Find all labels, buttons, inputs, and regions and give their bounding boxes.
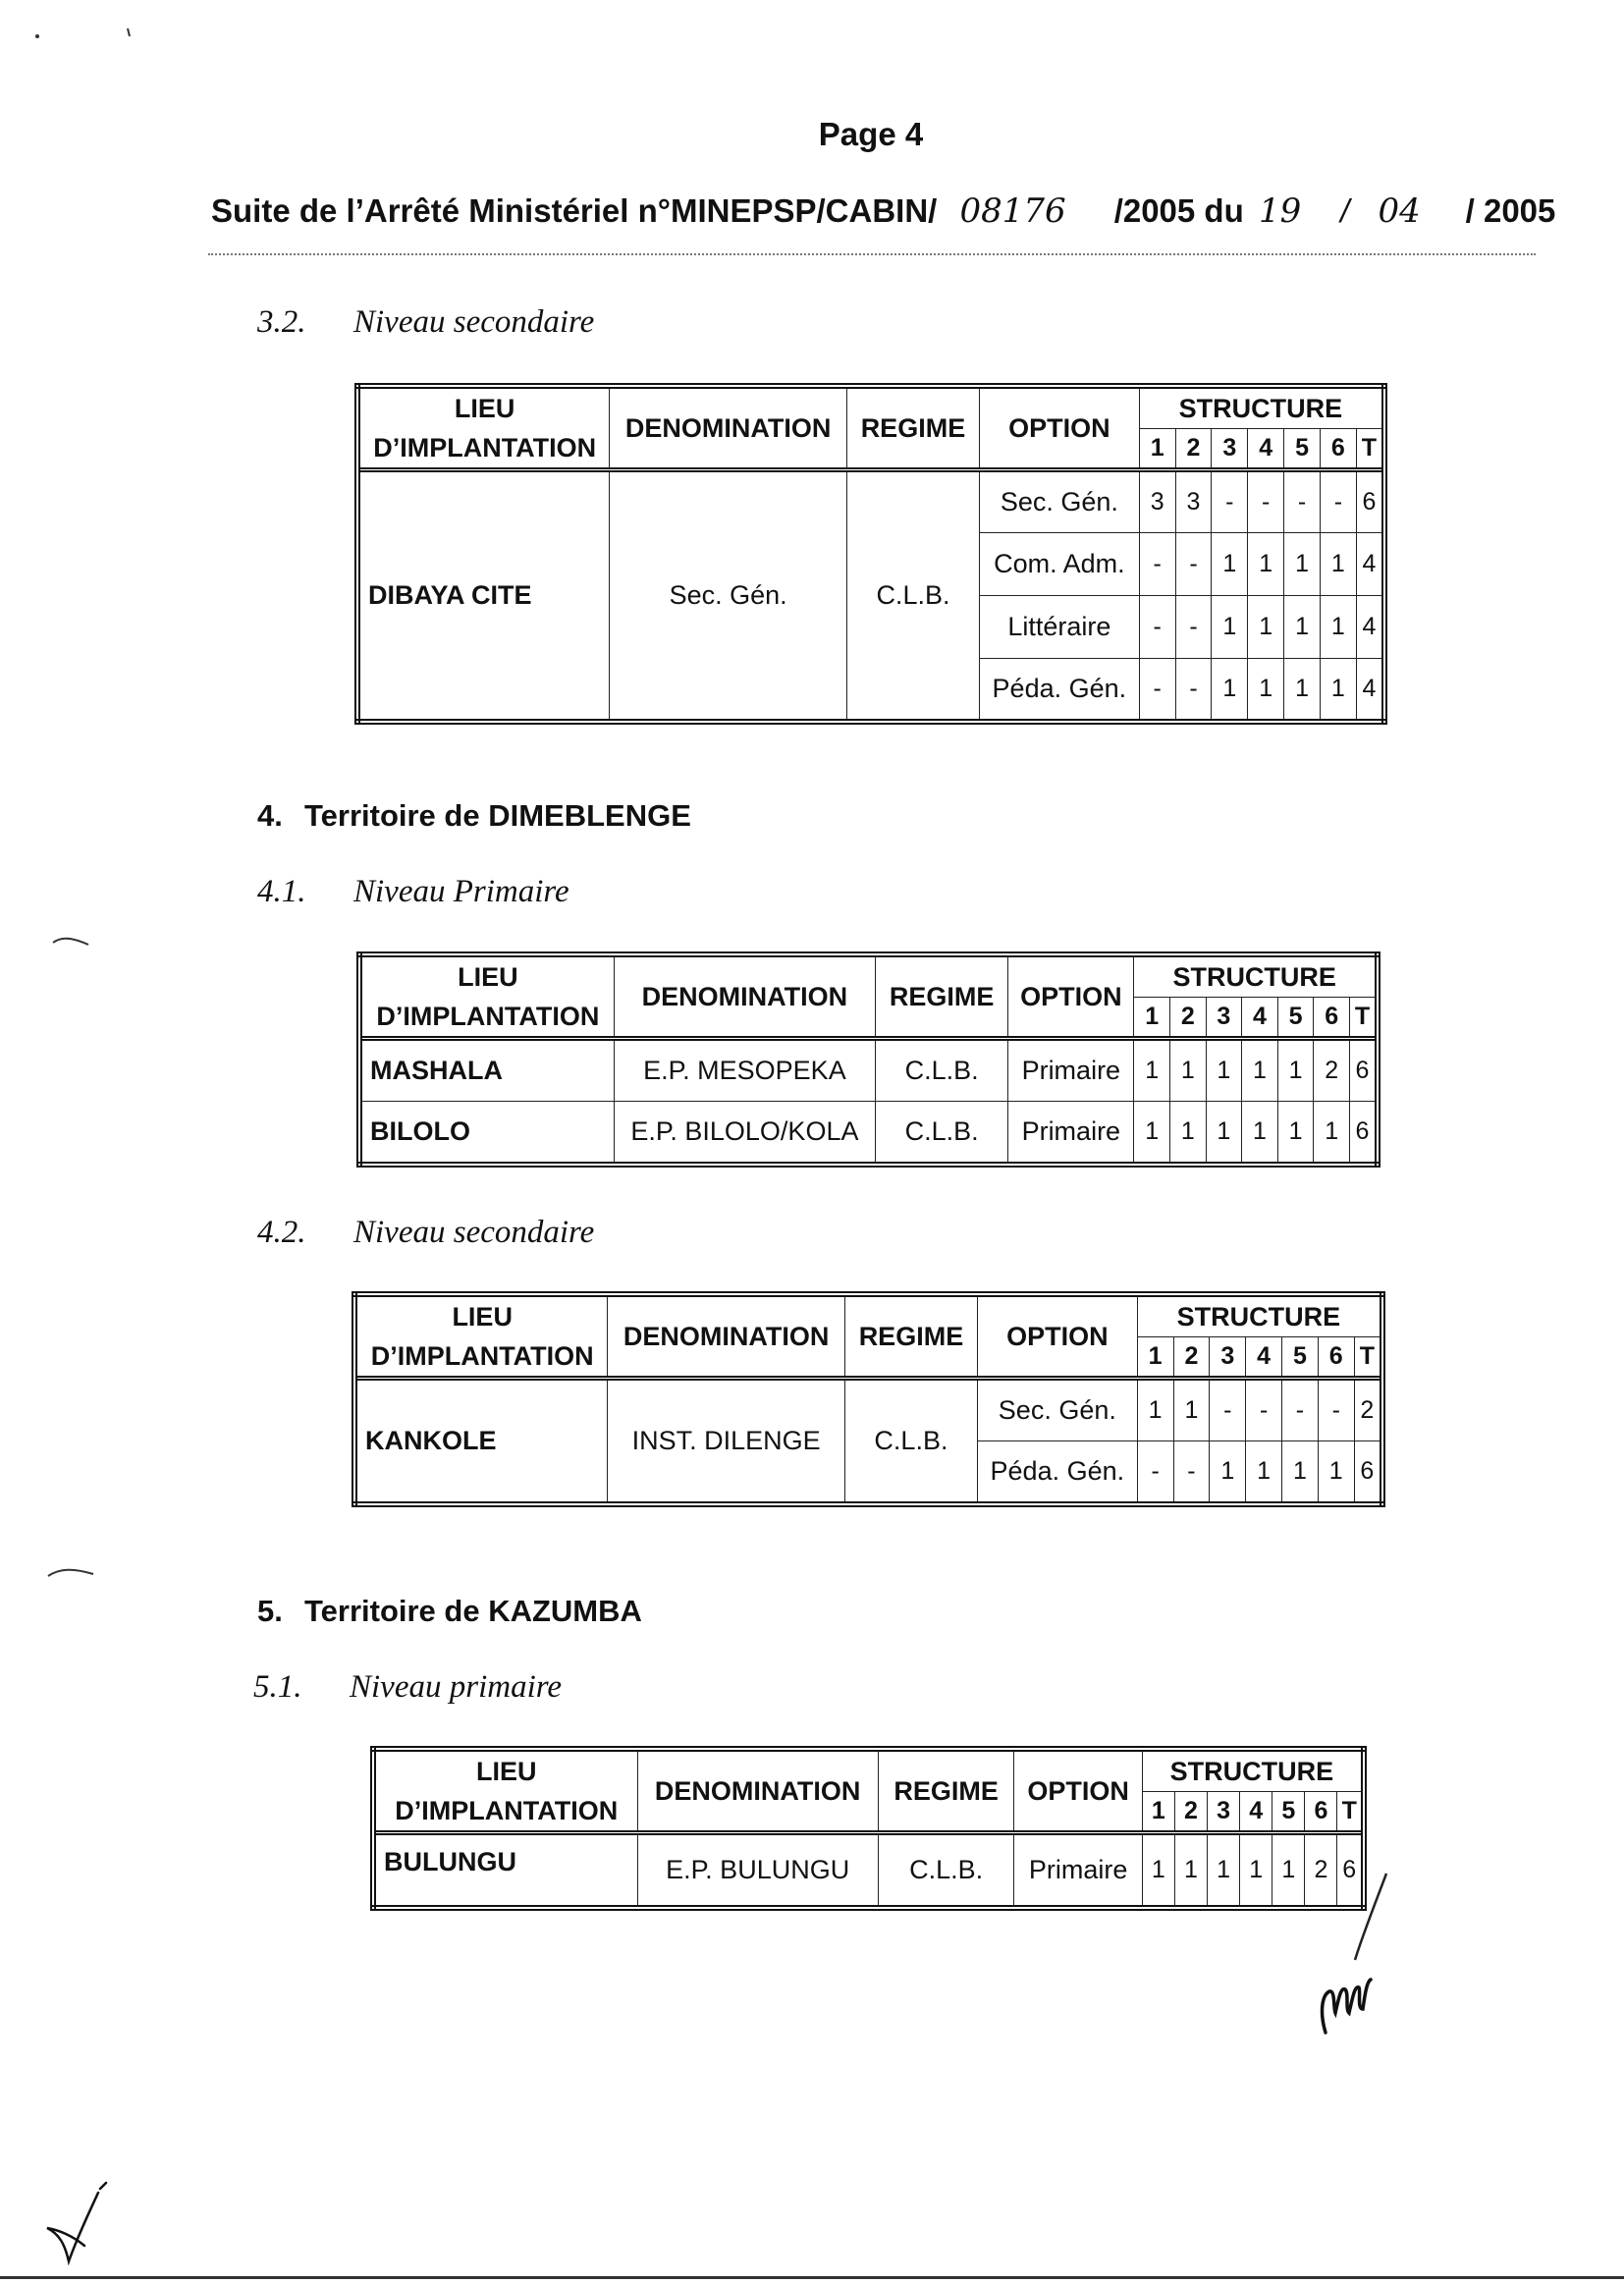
cell-total: 4 <box>1356 596 1384 659</box>
cell-total: 6 <box>1349 1039 1378 1102</box>
col-header-structure: STRUCTURE <box>1134 954 1378 998</box>
table-niveau-secondaire-3-2 <box>354 383 1387 725</box>
col-header-regime: REGIME <box>876 954 1008 1039</box>
cell-structure: 2 <box>1305 1833 1337 1908</box>
cell-denomination: Sec. Gén. <box>610 470 847 722</box>
decree-reference-prefix: Suite de l’Arrêté Ministériel n°MINEPSP/CABIN/ <box>211 192 938 229</box>
cell-structure: 1 <box>1284 596 1321 659</box>
cell-structure: - <box>1173 1441 1210 1504</box>
section-number: 4.1. <box>257 874 306 909</box>
section-number: 4.2. <box>257 1215 306 1250</box>
structure-col-1: 1 <box>1137 1337 1173 1379</box>
cell-structure: - <box>1212 470 1248 533</box>
structure-col-3: 3 <box>1210 1337 1246 1379</box>
structure-col-1: 1 <box>1139 429 1175 470</box>
cell-structure: 1 <box>1169 1102 1206 1165</box>
cell-regime: C.L.B. <box>878 1833 1014 1908</box>
cell-option: Sec. Gén. <box>977 1379 1137 1441</box>
cell-structure: 1 <box>1173 1379 1210 1441</box>
structure-col-5: 5 <box>1277 998 1314 1039</box>
structure-col-total: T <box>1354 1337 1382 1379</box>
section-title: Niveau secondaire <box>353 304 595 340</box>
cell-denomination: INST. DILENGE <box>608 1379 845 1504</box>
col-header-lieu: LIEU D’IMPLANTATION <box>354 1294 608 1379</box>
cell-structure: 1 <box>1284 533 1321 596</box>
col-header-regime: REGIME <box>846 386 979 470</box>
handwritten-decree-number: 08176 <box>959 191 1066 231</box>
page-bottom-edge <box>0 2276 1624 2279</box>
section-heading-5 <box>257 1594 642 1629</box>
section-title: Niveau primaire <box>350 1669 562 1705</box>
decree-reference <box>211 191 1556 231</box>
structure-col-1: 1 <box>1142 1792 1174 1833</box>
cell-total: 6 <box>1356 470 1384 533</box>
scan-speck <box>49 931 98 951</box>
cell-structure: 1 <box>1208 1833 1240 1908</box>
section-heading-4 <box>257 798 691 834</box>
cell-structure: 1 <box>1272 1833 1305 1908</box>
structure-col-6: 6 <box>1318 1337 1354 1379</box>
cell-option: Primaire <box>1014 1833 1142 1908</box>
structure-col-5: 5 <box>1284 429 1321 470</box>
cell-structure: - <box>1175 659 1212 722</box>
structure-col-6: 6 <box>1305 1792 1337 1833</box>
structure-col-2: 2 <box>1175 429 1212 470</box>
cell-denomination: E.P. BILOLO/KOLA <box>614 1102 875 1165</box>
col-header-structure: STRUCTURE <box>1139 386 1384 429</box>
col-header-option: OPTION <box>980 386 1140 470</box>
cell-total: 6 <box>1349 1102 1378 1165</box>
col-header-regime: REGIME <box>844 1294 977 1379</box>
cell-structure: 1 <box>1320 533 1356 596</box>
col-header-lieu: LIEU D’IMPLANTATION <box>373 1749 637 1833</box>
handwritten-signature-initials <box>1296 1866 1414 2042</box>
cell-structure: - <box>1246 1379 1282 1441</box>
section-heading-5-1 <box>253 1669 562 1706</box>
cell-option: Sec. Gén. <box>980 470 1140 533</box>
cell-structure: - <box>1210 1379 1246 1441</box>
structure-col-3: 3 <box>1212 429 1248 470</box>
cell-lieu: BULUNGU <box>373 1833 637 1908</box>
cell-structure: 1 <box>1240 1833 1272 1908</box>
cell-denomination: E.P. MESOPEKA <box>614 1039 875 1102</box>
cell-structure: 1 <box>1212 596 1248 659</box>
cell-structure: 1 <box>1277 1102 1314 1165</box>
structure-col-5: 5 <box>1282 1337 1319 1379</box>
col-header-option: OPTION <box>977 1294 1137 1379</box>
cell-structure: 3 <box>1139 470 1175 533</box>
cell-option: Péda. Gén. <box>977 1441 1137 1504</box>
structure-col-4: 4 <box>1248 429 1284 470</box>
structure-col-4: 4 <box>1246 1337 1282 1379</box>
cell-structure: 1 <box>1318 1441 1354 1504</box>
structure-col-total: T <box>1356 429 1384 470</box>
decree-reference-end: / 2005 <box>1465 192 1556 229</box>
table-row <box>359 1102 1378 1165</box>
cell-structure: 1 <box>1134 1039 1170 1102</box>
cell-structure: 1 <box>1246 1441 1282 1504</box>
structure-col-2: 2 <box>1173 1337 1210 1379</box>
cell-structure: - <box>1139 533 1175 596</box>
structure-col-5: 5 <box>1272 1792 1305 1833</box>
col-header-structure: STRUCTURE <box>1137 1294 1382 1337</box>
cell-structure: - <box>1282 1379 1319 1441</box>
cell-structure: 1 <box>1174 1833 1207 1908</box>
table-niveau-primaire-4-1 <box>356 951 1380 1168</box>
col-header-structure: STRUCTURE <box>1142 1749 1364 1792</box>
cell-structure: - <box>1175 596 1212 659</box>
structure-col-6: 6 <box>1314 998 1350 1039</box>
cell-structure: - <box>1139 596 1175 659</box>
structure-col-1: 1 <box>1134 998 1170 1039</box>
cell-structure: 1 <box>1284 659 1321 722</box>
cell-structure: - <box>1320 470 1356 533</box>
cell-structure: 1 <box>1169 1039 1206 1102</box>
scan-speck <box>29 25 137 44</box>
cell-structure: 1 <box>1242 1102 1278 1165</box>
structure-col-4: 4 <box>1240 1792 1272 1833</box>
table-niveau-primaire-5-1 <box>370 1746 1367 1911</box>
cell-structure: - <box>1284 470 1321 533</box>
section-title: Territoire de DIMEBLENGE <box>304 798 691 833</box>
structure-col-4: 4 <box>1242 998 1278 1039</box>
cell-lieu: MASHALA <box>359 1039 614 1102</box>
cell-option: Littéraire <box>980 596 1140 659</box>
section-title: Territoire de KAZUMBA <box>304 1594 642 1628</box>
cell-regime: C.L.B. <box>846 470 979 722</box>
col-header-denomination: DENOMINATION <box>637 1749 878 1833</box>
cell-lieu: KANKOLE <box>354 1379 608 1504</box>
table-row <box>357 470 1384 533</box>
cell-structure: 1 <box>1242 1039 1278 1102</box>
col-header-denomination: DENOMINATION <box>614 954 875 1039</box>
cell-structure: - <box>1137 1441 1173 1504</box>
page-number: Page 4 <box>818 116 924 152</box>
cell-lieu: BILOLO <box>359 1102 614 1165</box>
structure-col-6: 6 <box>1320 429 1356 470</box>
table-row <box>359 1039 1378 1102</box>
cell-structure: 1 <box>1206 1039 1242 1102</box>
cell-structure: - <box>1175 533 1212 596</box>
structure-col-3: 3 <box>1208 1792 1240 1833</box>
cell-structure: 1 <box>1248 596 1284 659</box>
handwritten-month: 04 <box>1378 191 1421 231</box>
structure-col-3: 3 <box>1206 998 1242 1039</box>
cell-lieu: DIBAYA CITE <box>357 470 610 722</box>
col-header-denomination: DENOMINATION <box>610 386 847 470</box>
cell-structure: 1 <box>1137 1379 1173 1441</box>
handwritten-initials-bottom-left <box>29 2175 128 2273</box>
structure-col-2: 2 <box>1169 998 1206 1039</box>
cell-structure: 1 <box>1212 659 1248 722</box>
cell-option: Péda. Gén. <box>980 659 1140 722</box>
cell-structure: 1 <box>1277 1039 1314 1102</box>
handwritten-day: 19 <box>1258 191 1302 231</box>
cell-structure: 1 <box>1320 596 1356 659</box>
cell-structure: 1 <box>1210 1441 1246 1504</box>
cell-total: 2 <box>1354 1379 1382 1441</box>
cell-structure: 1 <box>1248 659 1284 722</box>
cell-structure: - <box>1318 1379 1354 1441</box>
cell-structure: - <box>1139 659 1175 722</box>
section-heading-4-1 <box>257 874 569 910</box>
cell-structure: - <box>1248 470 1284 533</box>
cell-structure: 1 <box>1282 1441 1319 1504</box>
section-heading-4-2 <box>257 1215 594 1251</box>
cell-regime: C.L.B. <box>844 1379 977 1504</box>
cell-total: 4 <box>1356 533 1384 596</box>
cell-option: Primaire <box>1008 1039 1134 1102</box>
table-row <box>354 1379 1382 1441</box>
cell-structure: 2 <box>1314 1039 1350 1102</box>
cell-denomination: E.P. BULUNGU <box>637 1833 878 1908</box>
cell-structure: 1 <box>1314 1102 1350 1165</box>
col-header-lieu: LIEU D’IMPLANTATION <box>357 386 610 470</box>
cell-structure: 3 <box>1175 470 1212 533</box>
col-header-regime: REGIME <box>878 1749 1014 1833</box>
table-row <box>373 1833 1364 1908</box>
section-number: 4. <box>257 798 283 833</box>
section-title: Niveau secondaire <box>353 1215 595 1250</box>
section-number: 5. <box>257 1594 283 1628</box>
cell-structure: 1 <box>1248 533 1284 596</box>
col-header-denomination: DENOMINATION <box>608 1294 845 1379</box>
section-number: 5.1. <box>253 1669 302 1705</box>
cell-structure: 1 <box>1142 1833 1174 1908</box>
col-header-option: OPTION <box>1008 954 1134 1039</box>
cell-regime: C.L.B. <box>876 1039 1008 1102</box>
structure-col-2: 2 <box>1174 1792 1207 1833</box>
cell-total: 6 <box>1354 1441 1382 1504</box>
header-divider <box>208 253 1536 255</box>
cell-structure: 1 <box>1212 533 1248 596</box>
decree-reference-year: /2005 du <box>1113 192 1244 229</box>
col-header-option: OPTION <box>1014 1749 1142 1833</box>
cell-regime: C.L.B. <box>876 1102 1008 1165</box>
section-heading-3-2 <box>257 304 594 341</box>
cell-structure: 1 <box>1320 659 1356 722</box>
section-title: Niveau Primaire <box>353 874 569 909</box>
cell-structure: 1 <box>1134 1102 1170 1165</box>
date-separator: / <box>1340 192 1350 229</box>
cell-total: 6 <box>1337 1833 1364 1908</box>
col-header-lieu: LIEU D’IMPLANTATION <box>359 954 614 1039</box>
cell-option: Primaire <box>1008 1102 1134 1165</box>
cell-option: Com. Adm. <box>980 533 1140 596</box>
section-number: 3.2. <box>257 304 306 340</box>
table-niveau-secondaire-4-2 <box>352 1291 1385 1507</box>
structure-col-total: T <box>1337 1792 1364 1833</box>
cell-structure: 1 <box>1206 1102 1242 1165</box>
cell-total: 4 <box>1356 659 1384 722</box>
scan-speck <box>44 1564 103 1584</box>
structure-col-total: T <box>1349 998 1378 1039</box>
